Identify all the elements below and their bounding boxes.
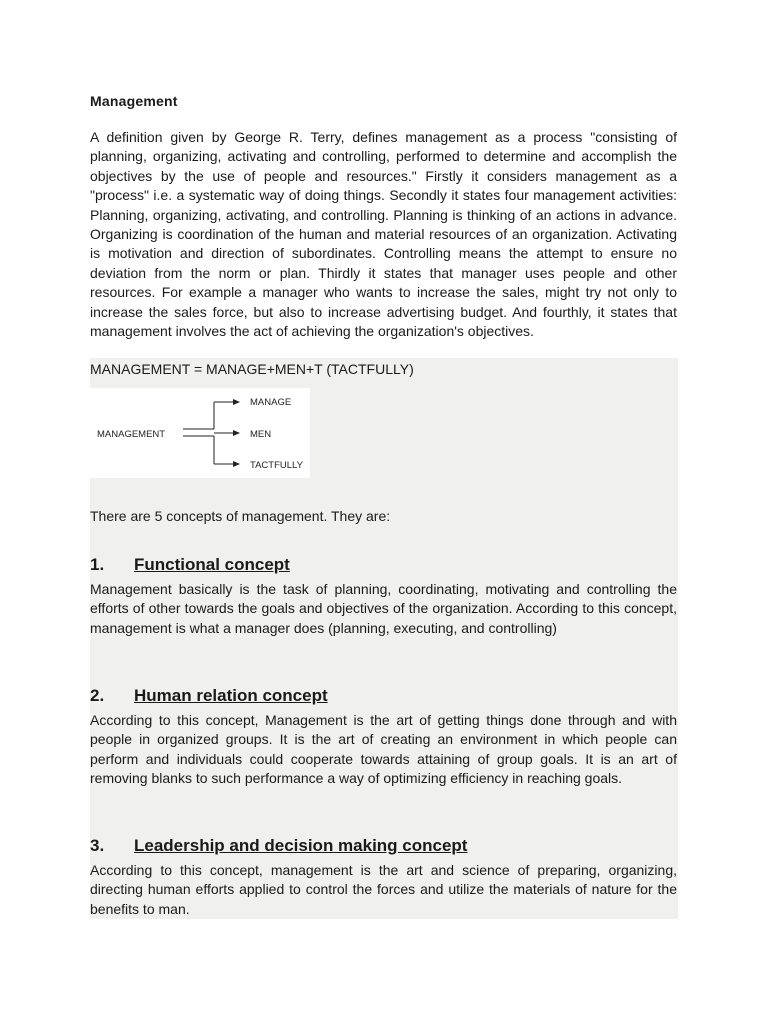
- diagram-branch-manage: MANAGE: [250, 397, 292, 408]
- concepts-lead: There are 5 concepts of management. They are:: [90, 508, 391, 524]
- diagram-root-label: MANAGEMENT: [97, 429, 166, 440]
- concept-number: 2.: [90, 686, 105, 705]
- concept-heading-human-relation: [90, 686, 328, 706]
- concept-heading-leadership: [90, 836, 467, 856]
- concept-title: Leadership and decision making concept: [134, 836, 468, 855]
- diagram-branch-tactfully: TACTFULLY: [250, 460, 303, 471]
- formula-line: MANAGEMENT = MANAGE+MEN+T (TACTFULLY): [90, 361, 414, 377]
- concept-number: 1.: [90, 555, 105, 574]
- management-diagram: [90, 388, 310, 478]
- concept-text-human-relation: According to this concept, Management is the art of getting things done through and with people in organized groups. It is the art of creating an environment in which people can perform and individuals could cooperate towards attaining of group goals. It is an art of removing blanks to such performance a way of optimizing efficiency in reaching goals.: [90, 712, 677, 787]
- concept-text-functional: Management basically is the task of planning, coordinating, motivating and controlling the efforts of other towards the goals and objectives of the organization. According to this concept, management is what a manager does (planning, executing, and controlling): [90, 581, 677, 636]
- concept-heading-functional: [90, 555, 290, 575]
- page-title: Management: [90, 93, 178, 109]
- concept-title: Human relation concept: [134, 686, 328, 705]
- concept-title: Functional concept: [134, 555, 290, 574]
- intro-paragraph: A definition given by George R. Terry, defines management as a process "consisting of planning, organizing, activating and controlling, performed to determine and accomplish the objectives by the use of people and resources." Firstly it considers management as a "process" i.e. a systematic way of doing things. Secondly it states four management activities: Planning, organizing, activating, and controlling. Planning is thinking of an actions in advance. Organizing is coordination of the human and material resources of an organization. Activating is motivation and direction of subordinates. Controlling means the attempt to ensure no deviation from the norm or plan. Thirdly it states that manager uses people and other resources. For example a manager who wants to increase the sales, might try not only to increase the sales force, but also to increase advertising budget. And fourthly, it states that management involves the act of achieving the organization's objectives.: [90, 129, 677, 340]
- concept-number: 3.: [90, 836, 105, 855]
- diagram-branch-men: MEN: [250, 429, 272, 440]
- concept-text-leadership: According to this concept, management is the art and science of preparing, organizing, directing human efforts applied to control the forces and utilize the materials of nature for the benefits to man.: [90, 862, 677, 917]
